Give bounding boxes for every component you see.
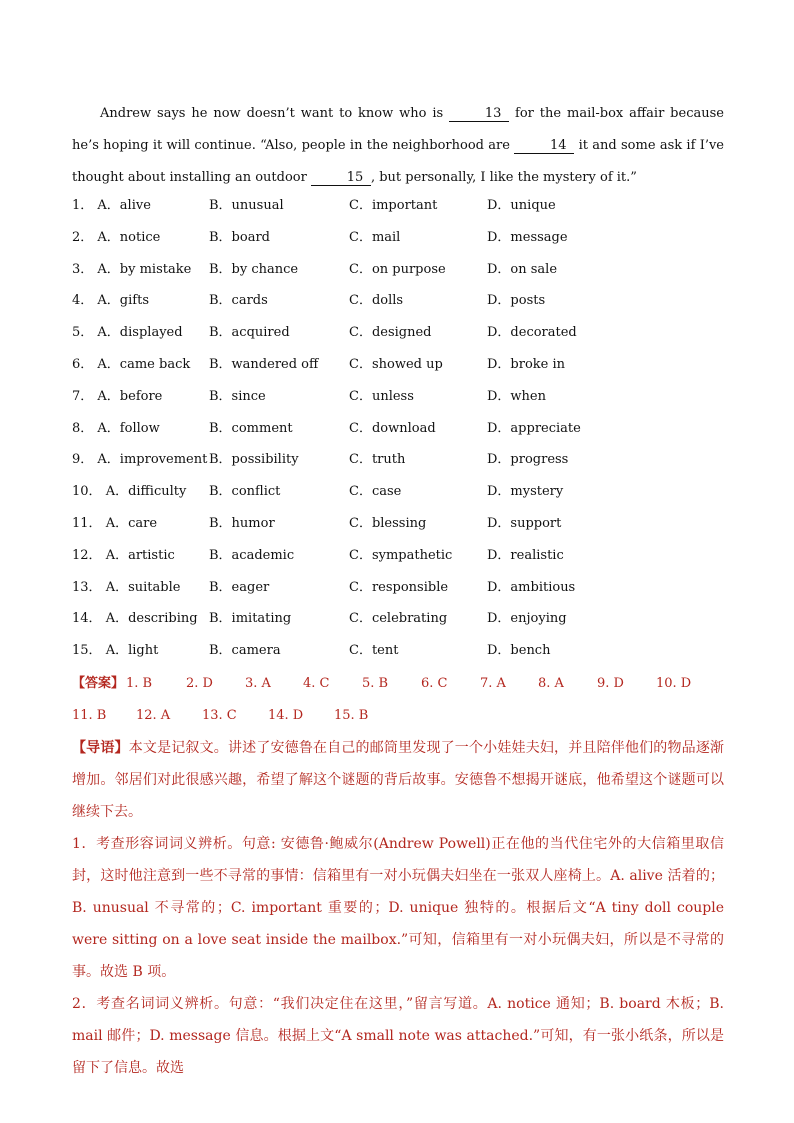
option-row bbox=[72, 285, 724, 317]
option-row bbox=[72, 508, 724, 540]
answer-item: 7. A bbox=[480, 676, 506, 691]
explanation-2: 2．考查名词词义辨析。句意：“我们决定住在这里，”留言写道。A. notice 通知；B. board 木板；B. mail 邮件；D. message 信息。根据上文“A small note was attached.”可知，有一张小纸条，所以是留下了信息。故选 bbox=[72, 996, 724, 1076]
option-a: 7． A．before bbox=[72, 388, 163, 404]
option-row bbox=[72, 635, 724, 667]
option-c: C．unless bbox=[349, 388, 414, 404]
answer-key bbox=[72, 668, 724, 732]
option-row bbox=[72, 254, 724, 286]
option-b: B．imitating bbox=[209, 611, 292, 627]
option-a: 13． A．suitable bbox=[72, 579, 181, 595]
option-a: 14． A．describing bbox=[72, 611, 198, 627]
option-b: B．comment bbox=[209, 420, 293, 436]
option-row bbox=[72, 444, 724, 476]
passage-paragraph bbox=[72, 98, 724, 194]
option-d: D．mystery bbox=[487, 484, 564, 500]
option-b: B．camera bbox=[209, 643, 281, 659]
blank-14: 14 bbox=[514, 139, 574, 154]
option-row bbox=[72, 603, 724, 635]
answer-row-2 bbox=[72, 700, 724, 732]
answer-item: 13. C bbox=[202, 708, 237, 723]
option-a: 8． A．follow bbox=[72, 420, 160, 436]
option-d: D．unique bbox=[487, 198, 556, 213]
options-list bbox=[72, 190, 724, 667]
option-c: C．case bbox=[349, 484, 402, 500]
option-b: B．wandered off bbox=[209, 356, 319, 372]
answer-item: 1. B bbox=[126, 676, 153, 691]
cloze-passage bbox=[72, 98, 724, 194]
option-b: B．by chance bbox=[209, 261, 299, 277]
answer-item: 3. A bbox=[245, 676, 271, 691]
option-row bbox=[72, 540, 724, 572]
option-a: 12． A．artistic bbox=[72, 547, 175, 563]
passage-text-1: Andrew says he now doesn’t want to know who is bbox=[100, 106, 444, 121]
answer-item: 5. B bbox=[362, 676, 389, 691]
answer-item: 14. D bbox=[268, 708, 304, 723]
answer-label: 【答案】 bbox=[72, 676, 125, 691]
explanation-1: 1．考查形容词词义辨析。句意: 安德鲁·鲍威尔(Andrew Powell)正在他的当代住宅外的大信箱里取信封，这时他注意到一些不寻常的事情：信箱里有一对小玩偶夫妇坐在一张双人座椅上。A. alive 活着的；B. unusual 不寻常的；C. important 重要的；D. unique 独特的。根据后文“A tiny doll couple were sitting on a love seat inside the mailbox.”可知，信箱里有一对小玩偶夫妇，所以是不寻常的事。故选 B 项。 bbox=[72, 836, 724, 980]
answer-item: 4. C bbox=[303, 676, 330, 691]
option-c: C．celebrating bbox=[349, 611, 448, 627]
answer-item: 8. A bbox=[538, 676, 564, 691]
option-c: C．designed bbox=[349, 325, 432, 341]
option-a: 2． A．notice bbox=[72, 229, 161, 245]
option-c: C．download bbox=[349, 420, 436, 436]
option-c: C．responsible bbox=[349, 579, 449, 595]
option-a: 5． A．displayed bbox=[72, 325, 183, 341]
option-d: D．posts bbox=[487, 293, 546, 309]
option-a: 1． A．alive bbox=[72, 198, 151, 213]
option-row bbox=[72, 476, 724, 508]
option-c: C．blessing bbox=[349, 515, 427, 531]
passage-text-2: for the mail-box affair because he’s hoping it will continue. “Also, people in the neighborhood are bbox=[72, 106, 724, 153]
answer-item: 10. D bbox=[656, 676, 692, 691]
option-b: B．since bbox=[209, 388, 266, 404]
option-a: 4． A．gifts bbox=[72, 293, 149, 309]
option-row bbox=[72, 413, 724, 445]
answer-item: 12. A bbox=[136, 708, 171, 723]
option-d: D．on sale bbox=[487, 261, 558, 277]
option-a: 3． A．by mistake bbox=[72, 261, 192, 277]
option-a: 6． A．came back bbox=[72, 356, 191, 372]
option-b: B．unusual bbox=[209, 198, 284, 213]
option-row bbox=[72, 190, 724, 222]
option-row bbox=[72, 572, 724, 604]
option-d: D．bench bbox=[487, 643, 551, 659]
option-row bbox=[72, 381, 724, 413]
answer-item: 11. B bbox=[72, 708, 107, 723]
option-c: C．important bbox=[349, 198, 438, 213]
option-d: D．support bbox=[487, 515, 562, 531]
guide-paragraph bbox=[72, 732, 724, 828]
answer-row-1 bbox=[72, 668, 724, 700]
option-b: B．cards bbox=[209, 293, 268, 309]
option-c: C．sympathetic bbox=[349, 547, 453, 563]
guide-label: 【导语】 bbox=[72, 740, 129, 756]
option-a: 15． A．light bbox=[72, 643, 159, 659]
option-d: D．decorated bbox=[487, 325, 577, 341]
answer-item: 9. D bbox=[597, 676, 624, 691]
option-a: 10． A．difficulty bbox=[72, 484, 187, 500]
option-b: B．academic bbox=[209, 547, 295, 563]
option-b: B．board bbox=[209, 229, 270, 245]
option-d: D．progress bbox=[487, 452, 569, 468]
answer-item: 15. B bbox=[334, 708, 369, 723]
option-c: C．mail bbox=[349, 229, 401, 245]
option-row bbox=[72, 317, 724, 349]
option-d: D．realistic bbox=[487, 547, 564, 563]
option-d: D．appreciate bbox=[487, 420, 581, 436]
option-d: D．ambitious bbox=[487, 579, 576, 595]
option-c: C．tent bbox=[349, 643, 399, 659]
analysis-section bbox=[72, 732, 724, 1084]
option-c: C．showed up bbox=[349, 356, 443, 372]
option-a: 11． A．care bbox=[72, 515, 158, 531]
passage-text-3: it and some ask if I’ve thought about installing an outdoor bbox=[72, 138, 725, 185]
option-b: B．eager bbox=[209, 579, 270, 595]
blank-13: 13 bbox=[449, 107, 509, 122]
option-b: B．possibility bbox=[209, 452, 299, 468]
option-b: B．acquired bbox=[209, 325, 290, 341]
option-c: C．dolls bbox=[349, 293, 404, 309]
option-d: D．broke in bbox=[487, 356, 566, 372]
answer-item: 2. D bbox=[186, 676, 213, 691]
option-b: B．conflict bbox=[209, 484, 281, 500]
guide-text: 本文是记叙文。讲述了安德鲁在自己的邮筒里发现了一个小娃娃夫妇，并且陪伴他们的物品逐渐增加。邻居们对此很感兴趣，希望了解这个谜题的背后故事。安德鲁不想揭开谜底，他希望这个谜题可以继续下去。 bbox=[72, 740, 725, 820]
option-d: D．enjoying bbox=[487, 611, 567, 627]
option-c: C．on purpose bbox=[349, 261, 446, 277]
option-row bbox=[72, 349, 724, 381]
option-c: C．truth bbox=[349, 452, 406, 468]
option-a: 9． A．improvement bbox=[72, 452, 208, 468]
passage-text-4: , but personally, I like the mystery of it.” bbox=[370, 170, 637, 185]
option-row bbox=[72, 222, 724, 254]
blank-15: 15 bbox=[311, 171, 371, 186]
option-d: D．message bbox=[487, 229, 568, 245]
option-b: B．humor bbox=[209, 515, 275, 531]
answer-item: 6. C bbox=[421, 676, 448, 691]
option-d: D．when bbox=[487, 388, 546, 404]
